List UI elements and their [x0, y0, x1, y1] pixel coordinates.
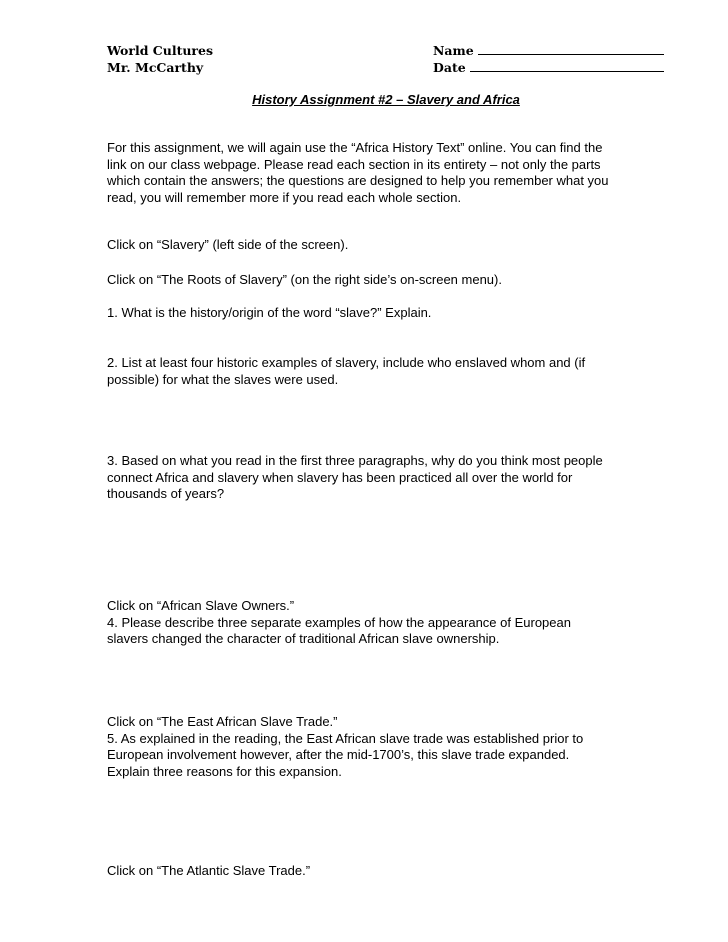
question-3	[107, 453, 667, 503]
intro-line: link on our class webpage. Please read each section in its entirety – not only the parts	[107, 156, 601, 172]
instruction-roots: Click on “The Roots of Slavery” (on the right side’s on-screen menu).	[107, 272, 502, 287]
course-name: World Cultures	[107, 43, 214, 58]
header-left	[107, 42, 213, 76]
date-blank-line[interactable]	[470, 59, 664, 72]
intro-line: For this assignment, we will again use the “Africa History Text” online. You can find the	[107, 140, 603, 155]
intro-paragraph	[107, 140, 667, 206]
question-1	[107, 305, 667, 322]
intro-line: which contain the answers; the questions are designed to help you remember what you	[107, 173, 609, 188]
date-label: Date	[433, 60, 466, 75]
question-line: possible) for what the slaves were used.	[107, 371, 339, 387]
question-line: slavers changed the character of traditional African slave ownership.	[107, 631, 500, 646]
section-african-slave-owners	[107, 598, 667, 648]
header-right	[433, 42, 664, 76]
question-line: connect Africa and slavery when slavery has been practiced all over the world for	[107, 469, 573, 485]
question-line: Explain three reasons for this expansion.	[107, 763, 342, 779]
name-label: Name	[433, 43, 474, 58]
page-title: History Assignment #2 – Slavery and Africa	[252, 92, 520, 107]
name-blank-line[interactable]	[478, 42, 664, 55]
name-row	[433, 42, 664, 59]
question-line: European involvement however, after the mid-1700’s, this slave trade expanded.	[107, 747, 570, 762]
question-line: 4. Please describe three separate examples of how the appearance of European	[107, 614, 571, 630]
instruction-atlantic: Click on “The Atlantic Slave Trade.”	[107, 863, 311, 878]
question-line: 3. Based on what you read in the first three paragraphs, why do you think most people	[107, 453, 603, 468]
question-line: 1. What is the history/origin of the word “slave?” Explain.	[107, 305, 432, 320]
section-east-african-trade	[107, 714, 667, 780]
instruction-east: Click on “The East African Slave Trade.”	[107, 714, 338, 729]
question-line: 2. List at least four historic examples of slavery, include who enslaved whom and (if	[107, 355, 586, 370]
instruction-slavery: Click on “Slavery” (left side of the screen).	[107, 237, 349, 252]
teacher-name: Mr. McCarthy	[107, 60, 204, 75]
date-row	[433, 59, 664, 76]
question-2	[107, 355, 667, 388]
question-line: thousands of years?	[107, 486, 225, 501]
instruction-owners: Click on “African Slave Owners.”	[107, 598, 295, 613]
intro-line: read, you will remember more if you read each whole section.	[107, 189, 462, 205]
question-line: 5. As explained in the reading, the East African slave trade was established prior to	[107, 730, 584, 746]
